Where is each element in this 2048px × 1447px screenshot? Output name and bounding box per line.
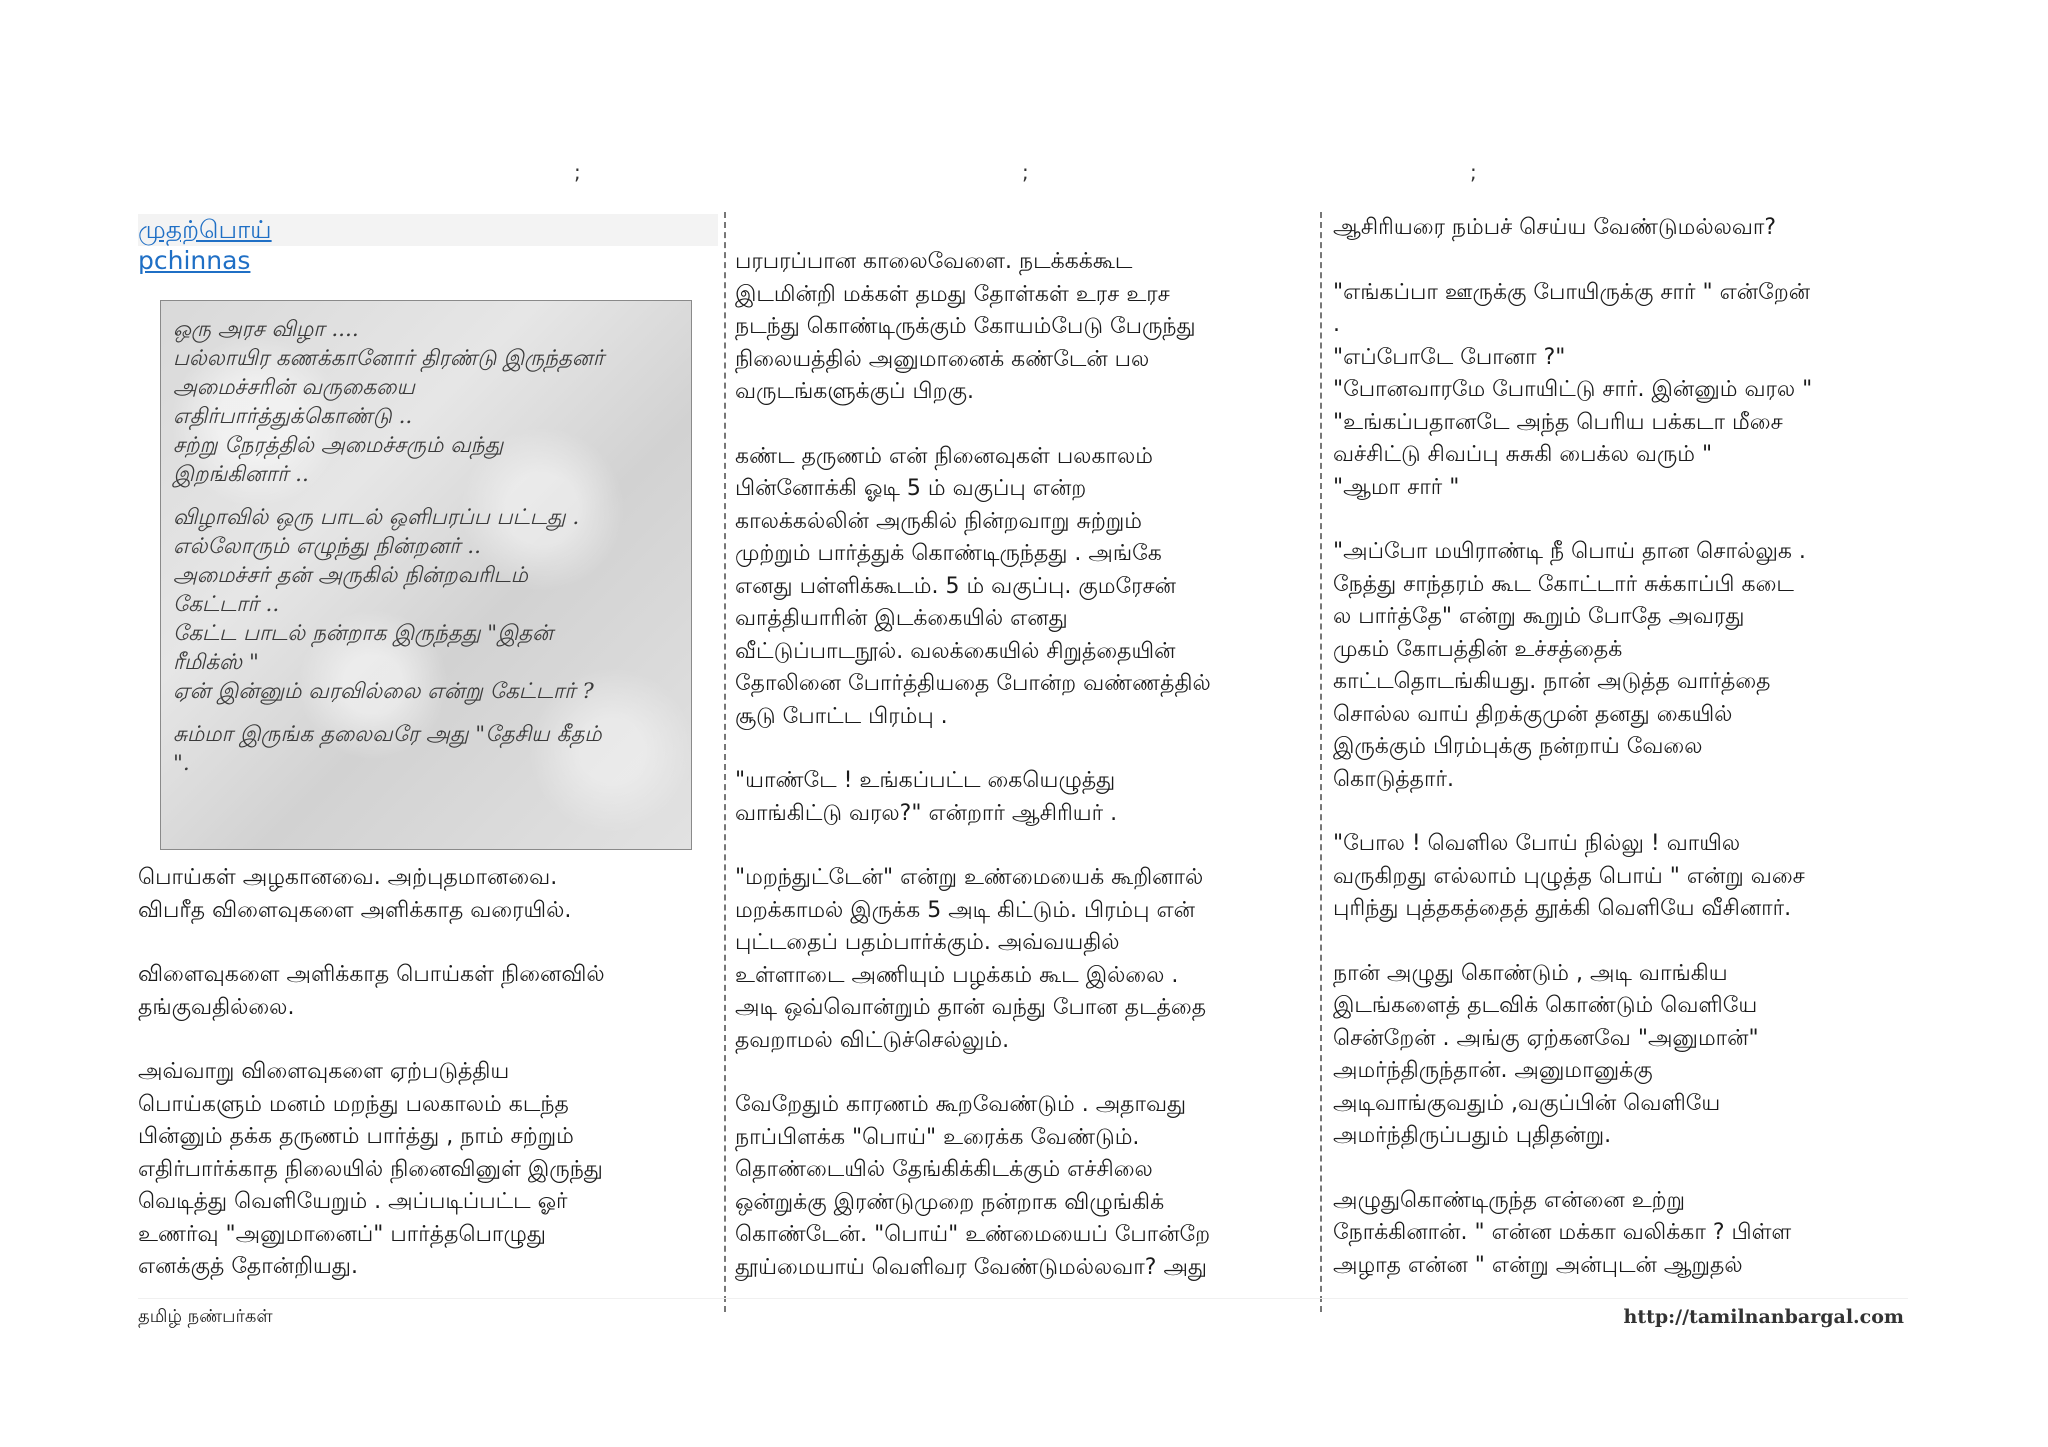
title-bar	[138, 214, 718, 246]
text-line: அமைச்சரின் வருகையை	[173, 375, 415, 400]
text-line: "போல ! வெளில போய் நில்லு ! வாயில	[1333, 831, 1741, 856]
text-line: அடிவாங்குவதும் ,வகுப்பின் வெளியே	[1333, 1090, 1721, 1116]
text-line: நாப்பிளக்க "பொய்" உரைக்க வேண்டும்.	[735, 1124, 1140, 1150]
text-line: அமைச்சர் தன் அருகில் நின்றவரிடம்	[173, 563, 528, 588]
paragraph	[138, 862, 718, 927]
text-line: விளைவுகளை அளிக்காத பொய்கள் நினைவில்	[138, 962, 605, 987]
text-line: வெடித்து வெளியேறும் . அப்படிப்பட்ட ஓர்	[138, 1189, 568, 1214]
text-line: "எப்போடே போனா ?"	[1333, 344, 1566, 370]
poem-box	[160, 300, 692, 850]
text-line: தொண்டையில் தேங்கிக்கிடக்கும் எச்சிலை	[735, 1157, 1153, 1182]
text-line: .	[1333, 312, 1340, 337]
paragraph	[1333, 828, 1913, 926]
text-line: புட்டதைப் பதம்பார்க்கும். அவ்வயதில்	[735, 930, 1120, 955]
footer-url-link[interactable]: http://tamilnanbargal.com	[1623, 1306, 1904, 1328]
text-line: சற்று நேரத்தில் அமைச்சரும் வந்து	[173, 433, 504, 458]
paragraph	[735, 765, 1315, 830]
text-line: நோக்கினான். " என்ன மக்கா வலிக்கா ? பிள்ள	[1333, 1220, 1792, 1245]
text-line: வீட்டுப்பாடநூல். வலக்கையில் சிறுத்தையின்	[735, 638, 1176, 664]
text-line: ஆசிரியரை நம்பச் செய்ய வேண்டுமல்லவா?	[1333, 215, 1777, 240]
paragraph	[138, 959, 718, 1024]
column-divider	[1320, 212, 1322, 1312]
text-line: கேட்ட பாடல் நன்றாக இருந்தது "இதன்	[173, 621, 553, 646]
author-link[interactable]: pchinnas	[138, 246, 251, 275]
text-line: கொண்டேன். "பொய்" உண்மையைப் போன்றே	[735, 1222, 1211, 1247]
text-line: "போனவாரமே போயிட்டு சார். இன்னும் வரல "	[1333, 377, 1813, 402]
text-line: நேத்து சாந்தரம் கூட கோட்டார் சுக்காப்பி கடை	[1333, 571, 1794, 597]
text-line: அழுதுகொண்டிருந்த என்னை உற்று	[1333, 1187, 1686, 1213]
text-line: நிலையத்தில் அனுமானைக் கண்டேன் பல	[735, 346, 1150, 372]
text-line: பரபரப்பான காலைவேளை. நடக்கக்கூட	[735, 249, 1133, 274]
text-line: சொல்ல வாய் திறக்குமுன் தனது கையில்	[1333, 701, 1733, 727]
text-line: "ஆமா சார் "	[1333, 474, 1460, 500]
text-line: "மறந்துட்டேன்" என்று உண்மையைக் கூறினால்	[735, 865, 1204, 890]
text-line: கண்ட தருணம் என் நினைவுகள் பலகாலம்	[735, 443, 1153, 469]
article-title-link[interactable]: முதற்பொய்	[138, 215, 272, 244]
separator-mark: ;	[574, 160, 581, 184]
separator-mark: ;	[1022, 160, 1029, 184]
text-line: வச்சிட்டு சிவப்பு சுசுகி பைக்ல வரும் "	[1333, 442, 1713, 467]
text-line: நடந்து கொண்டிருக்கும் கோயம்பேடு பேருந்து	[735, 314, 1196, 339]
text-line: ஏன் இன்னும் வரவில்லை என்று கேட்டார் ?	[173, 679, 594, 704]
text-line: எதிர்பார்த்துக்கொண்டு ..	[173, 404, 413, 429]
text-line: வாங்கிட்டு வரல?" என்றார் ஆசிரியர் .	[735, 800, 1118, 826]
text-line: சும்மா இருங்க தலைவரே அது "தேசிய கீதம்	[173, 722, 602, 747]
paragraph	[1333, 212, 1913, 245]
text-line: பொய்கள் அழகானவை. அற்புதமானவை.	[138, 865, 558, 890]
text-line: தங்குவதில்லை.	[138, 994, 295, 1020]
paragraph	[173, 315, 679, 489]
column-1	[138, 214, 718, 1316]
text-line: தோலினை போர்த்தியதை போன்ற வண்ணத்தில்	[735, 671, 1211, 696]
paragraph	[735, 441, 1315, 734]
paragraph	[173, 503, 679, 706]
text-line: பல்லாயிர கணக்கானோர் திரண்டு இருந்தனர்	[173, 346, 605, 371]
text-line: ".	[173, 751, 190, 776]
text-line: அமர்ந்திருந்தான். அனுமானுக்கு	[1333, 1058, 1653, 1083]
text-line: தவறாமல் விட்டுச்செல்லும்.	[735, 1027, 1010, 1053]
text-line: அடி ஒவ்வொன்றும் தான் வந்து போன தடத்தை	[735, 995, 1207, 1020]
text-line: வருடங்களுக்குப் பிறகு.	[735, 379, 974, 404]
text-line: வேறேதும் காரணம் கூறவேண்டும் . அதாவது	[735, 1092, 1187, 1117]
text-line: இறங்கினார் ..	[173, 462, 309, 487]
column-2	[735, 246, 1315, 1316]
text-line: ரீமிக்ஸ் "	[173, 650, 259, 675]
text-line: ஒரு அரச விழா ....	[173, 317, 359, 342]
column-1-body	[138, 862, 718, 1284]
text-line: "எங்கப்பா ஊருக்கு போயிருக்கு சார் " என்றேன்	[1333, 279, 1811, 305]
column-3	[1333, 212, 1913, 1314]
paragraph	[1333, 277, 1913, 342]
text-line: வருகிறது எல்லாம் புழுத்த பொய் " என்று வசை	[1333, 863, 1805, 889]
text-line: புரிந்து புத்தகத்தைத் தூக்கி வெளியே வீசினார்.	[1333, 896, 1792, 921]
text-line: கொடுத்தார்.	[1333, 766, 1454, 792]
text-line: இருக்கும் பிரம்புக்கு நன்றாய் வேலை	[1333, 734, 1703, 759]
text-line: பின்னோக்கி ஓடி 5 ம் வகுப்பு என்ற	[735, 476, 1087, 501]
text-line: தூய்மையாய் வெளிவர வேண்டுமல்லவா? அது	[735, 1254, 1207, 1280]
text-line: காட்டதொடங்கியது. நான் அடுத்த வார்த்தை	[1333, 669, 1771, 694]
text-line: "யாண்டே ! உங்கப்பட்ட கையெழுத்து	[735, 768, 1116, 793]
paragraph	[1333, 1185, 1913, 1283]
text-line: விபரீத விளைவுகளை அளிக்காத வரையில்.	[138, 897, 572, 923]
text-line: எனக்குத் தோன்றியது.	[138, 1254, 358, 1279]
text-line: நான் அழுது கொண்டும் , அடி வாங்கிய	[1333, 960, 1728, 986]
paragraph	[735, 246, 1315, 409]
text-line: முற்றும் பார்த்துக் கொண்டிருந்தது . அங்கே	[735, 541, 1162, 566]
text-line: அவ்வாறு விளைவுகளை ஏற்படுத்திய	[138, 1059, 510, 1084]
paragraph	[735, 1089, 1315, 1284]
paragraph	[173, 720, 679, 778]
paragraph	[1333, 536, 1913, 796]
separator-mark: ;	[1470, 160, 1477, 184]
text-line: சூடு போட்ட பிரம்பு .	[735, 703, 948, 729]
text-line: காலக்கல்லின் அருகில் நின்றவாறு சுற்றும்	[735, 508, 1142, 534]
paragraph	[138, 1056, 718, 1284]
text-line: பொய்களும் மனம் மறந்து பலகாலம் கடந்த	[138, 1091, 569, 1117]
text-line: கேட்டார் ..	[173, 592, 280, 617]
text-line: அழாத என்ன " என்று அன்புடன் ஆறுதல்	[1333, 1252, 1743, 1278]
text-line: ஒன்றுக்கு இரண்டுமுறை நன்றாக விழுங்கிக்	[735, 1189, 1165, 1215]
text-line: உணர்வு "அனுமானைப்" பார்த்தபொழுது	[138, 1221, 547, 1247]
text-line: எல்லோரும் எழுந்து நின்றனர் ..	[173, 534, 481, 559]
text-line: அமர்ந்திருப்பதும் புதிதன்று.	[1333, 1123, 1612, 1148]
text-line: பின்னும் தக்க தருணம் பார்த்து , நாம் சற்றும்	[138, 1124, 574, 1149]
paragraph	[1333, 342, 1913, 505]
text-line: எதிர்பார்க்காத நிலையில் நினைவினுள் இருந்து	[138, 1156, 603, 1182]
text-line: எனது பள்ளிக்கூடம். 5 ம் வகுப்பு. குமரேசன்	[735, 573, 1176, 599]
text-line: "உங்கப்பதானடே அந்த பெரிய பக்கடா மீசை	[1333, 409, 1783, 435]
footer-rule	[138, 1298, 1908, 1299]
text-line: முகம் கோபத்தின் உச்சத்தைக்	[1333, 636, 1623, 662]
paragraph	[1333, 958, 1913, 1153]
paragraph	[735, 862, 1315, 1057]
text-line: "அப்போ மயிராண்டி நீ பொய் தான சொல்லுக .	[1333, 539, 1806, 564]
text-line: சென்றேன் . அங்கு ஏற்கனவே "அனுமான்"	[1333, 1025, 1759, 1051]
text-line: உள்ளாடை அணியும் பழக்கம் கூட இல்லை .	[735, 962, 1179, 988]
column-divider	[724, 212, 726, 1312]
text-line: வாத்தியாரின் இடக்கையில் எனது	[735, 606, 1068, 631]
text-line: விழாவில் ஒரு பாடல் ஒளிபரப்ப பட்டது .	[173, 505, 580, 530]
text-line: இடமின்றி மக்கள் தமது தோள்கள் உரச உரச	[735, 281, 1170, 307]
text-line: மறக்காமல் இருக்க 5 அடி கிட்டும். பிரம்பு என்	[735, 897, 1196, 923]
text-line: ல பார்த்தே" என்று கூறும் போதே அவரது	[1333, 604, 1745, 629]
text-line: இடங்களைத் தடவிக் கொண்டும் வெளியே	[1333, 993, 1758, 1018]
footer-site-name: தமிழ் நண்பர்கள்	[138, 1306, 273, 1327]
